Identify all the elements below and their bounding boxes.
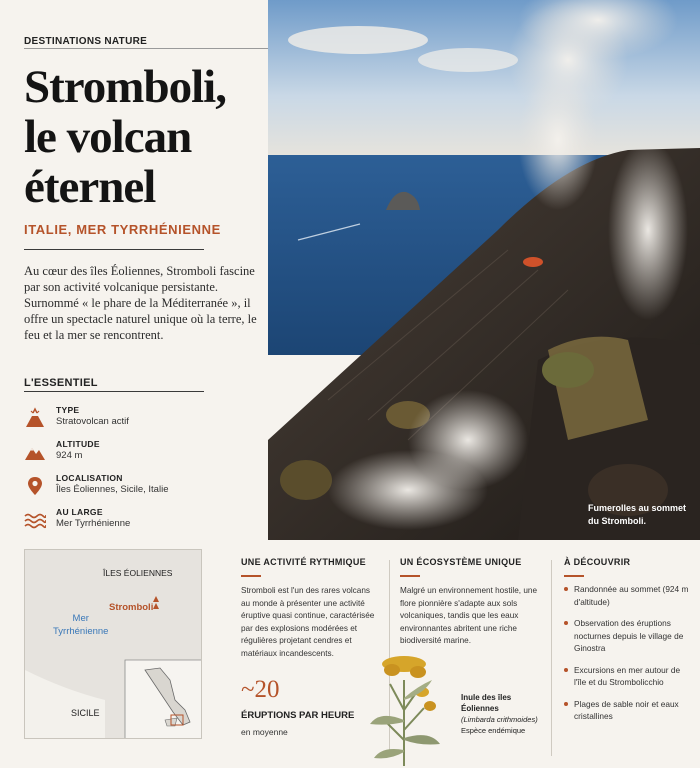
activity-section bbox=[241, 557, 381, 660]
title-line: Stromboli, bbox=[24, 61, 226, 113]
plant-caption bbox=[461, 692, 538, 736]
ecosystem-section bbox=[400, 557, 542, 648]
fact-label: TYPE bbox=[56, 405, 80, 415]
divider bbox=[24, 249, 204, 250]
stat-subtext: en moyenne bbox=[241, 727, 288, 737]
fact-value: 924 m bbox=[56, 450, 83, 461]
waves-icon bbox=[24, 509, 46, 531]
list-item: Excursions en mer autour de l'île et du Strombolicchio bbox=[564, 664, 694, 689]
plant-name-line: Éoliennes bbox=[461, 704, 499, 713]
accent-rule bbox=[241, 575, 261, 577]
accent-rule bbox=[564, 575, 584, 577]
discover-list bbox=[564, 583, 694, 732]
title-line: éternel bbox=[24, 161, 156, 213]
volcano-marker-icon bbox=[153, 596, 159, 602]
map-sea-label bbox=[53, 612, 108, 638]
divider bbox=[24, 391, 204, 392]
sea-line: Tyrrhénienne bbox=[53, 626, 109, 637]
essentials-heading: L'ESSENTIEL bbox=[24, 377, 98, 389]
fact-label: ALTITUDE bbox=[56, 439, 100, 449]
divider bbox=[24, 48, 268, 49]
fact-type bbox=[24, 405, 268, 435]
fact-location bbox=[24, 473, 268, 503]
discover-section bbox=[564, 557, 694, 577]
flower-illustration bbox=[360, 650, 456, 766]
title-line: le volcan bbox=[24, 111, 192, 163]
location-pin-icon bbox=[24, 475, 46, 497]
page-title bbox=[24, 62, 274, 212]
plant-name-line: Inule des îles bbox=[461, 693, 512, 702]
list-item: Observation des éruptions nocturnes depuis le village de Ginostra bbox=[564, 617, 694, 655]
sea-line: Mer bbox=[72, 613, 89, 624]
map-graphic bbox=[25, 550, 202, 739]
fact-altitude bbox=[24, 439, 268, 469]
map-islands-label: ÎLES ÉOLIENNES bbox=[103, 568, 173, 578]
subtitle: ITALIE, MER TYRRHÉNIENNE bbox=[24, 222, 221, 237]
fact-label: LOCALISATION bbox=[56, 473, 123, 483]
volcano-icon bbox=[24, 407, 46, 429]
list-item: Randonnée au sommet (924 m d'altitude) bbox=[564, 583, 694, 608]
caption-line: du Stromboli. bbox=[587, 516, 646, 526]
section-heading: UNE ACTIVITÉ RYTHMIQUE bbox=[241, 557, 366, 567]
list-item: Plages de sable noir et eaux cristallines bbox=[564, 698, 694, 723]
stat-number: ~20 bbox=[241, 676, 280, 703]
intro-paragraph: Au cœur des îles Éoliennes, Stromboli fascine par son activité volcanique persistante. Surnommé « le phare de la Méditerranée », il offre un spectacle naturel unique où la terre, le feu et la mer se rencontrent. bbox=[24, 264, 257, 342]
plant-latin: (Limbarda crithmoides) bbox=[461, 715, 538, 724]
plant-note: Espèce endémique bbox=[461, 726, 526, 735]
column-divider bbox=[551, 560, 552, 756]
fact-value: Stratovolcan actif bbox=[56, 416, 129, 427]
section-heading: À DÉCOUVRIR bbox=[564, 557, 631, 567]
volcano-photo bbox=[268, 0, 700, 540]
fact-value: Mer Tyrrhénienne bbox=[56, 518, 131, 529]
stat-label: ÉRUPTIONS PAR HEURE bbox=[241, 710, 355, 721]
section-heading: UN ÉCOSYSTÈME UNIQUE bbox=[400, 557, 522, 567]
section-kicker: DESTINATIONS NATURE bbox=[24, 36, 148, 47]
fact-value: Îles Éoliennes, Sicile, Italie bbox=[56, 484, 169, 495]
map-stromboli-label: Stromboli bbox=[109, 602, 154, 613]
section-text: Stromboli est l'un des rares volcans au monde à présenter une activité éruptive quasi continue, caractérisée par des explosions modérées et régulières projetant cendres et matériaux incandescents. bbox=[241, 586, 375, 658]
accent-rule bbox=[400, 575, 420, 577]
photo-caption bbox=[588, 502, 686, 528]
mountain-icon bbox=[24, 441, 46, 463]
caption-line: Fumerolles au sommet bbox=[587, 503, 686, 513]
map-sicily-label: SICILE bbox=[71, 708, 100, 718]
intro-column bbox=[24, 0, 272, 545]
fact-label: AU LARGE bbox=[56, 507, 103, 517]
location-map bbox=[24, 549, 202, 739]
volcano-illustration bbox=[268, 0, 700, 540]
fact-sea bbox=[24, 507, 268, 537]
section-text: Malgré un environnement hostile, une flore pionnière s'adapte aux sols volcaniques, tandis que les eaux environnantes abritent une riche biodiversité marine. bbox=[400, 586, 537, 645]
